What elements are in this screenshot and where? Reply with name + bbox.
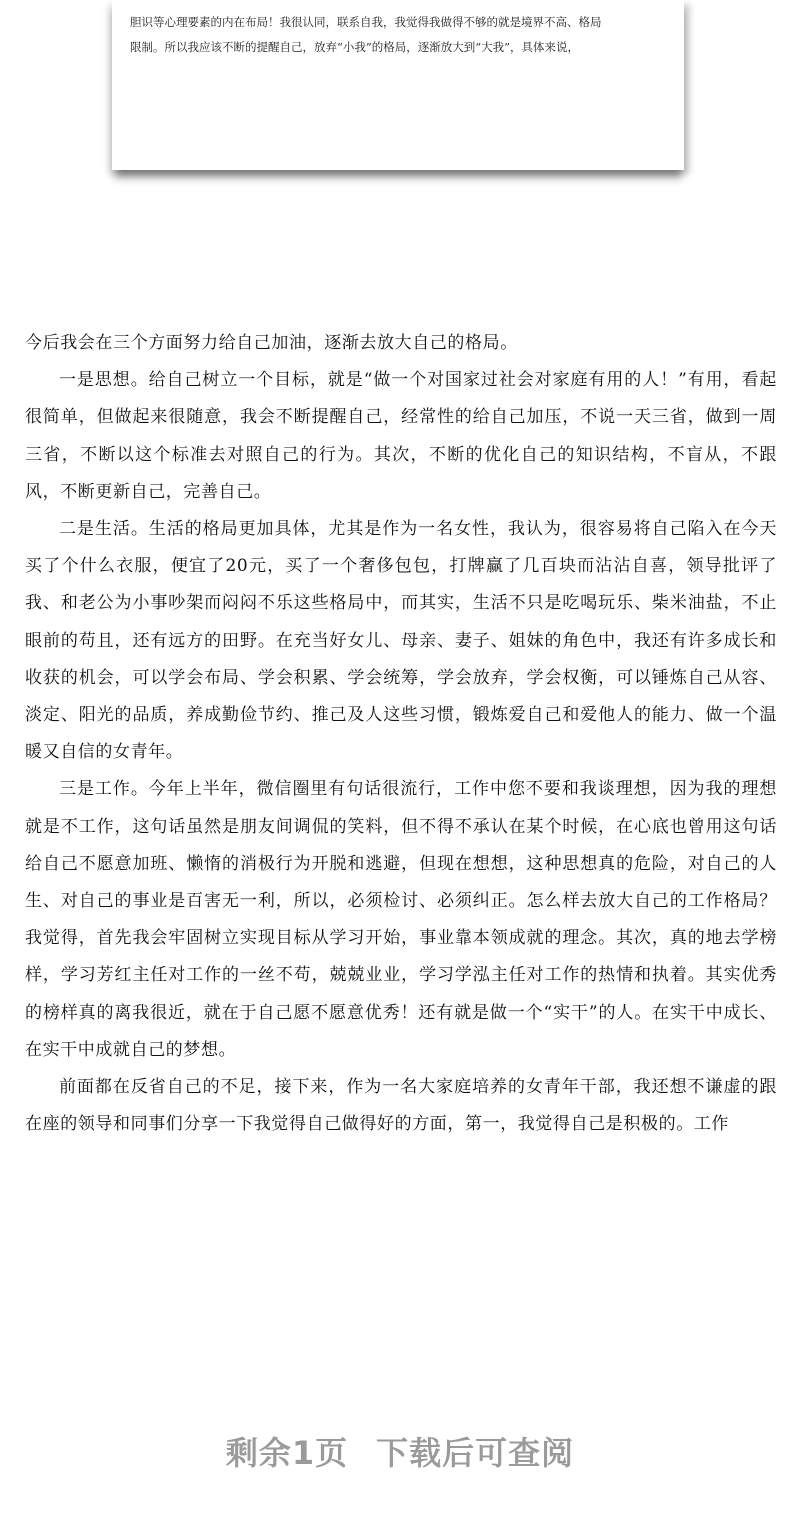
paragraph-work: 三是工作。今年上半年，微信圈里有句话很流行，工作中您不要和我谈理想，因为我的理想就是不工作，这句话虽然是朋友间调侃的笑料，但不得不承认在某个时候，在心底也曾用这句话给自己不愿意加班、懒惰的消极行为开脱和逃避，但现在想想，这种思想真的危险，对自己的人生、对自己的事业是百害无一利，所以，必须检讨、必须纠正。怎么样去放大自己的工作格局？我觉得，首先我会牢固树立实现目标从学习开始，事业靠本领成就的理念。其次，真的地去学榜样，学习芳红主任对工作的一丝不苟，兢兢业业，学习学泓主任对工作的热情和执着。其实优秀的榜样真的离我很近，就在于自己愿不愿意优秀！还有就是做一个“实干”的人。在实干中成长、在实干中成就自己的梦想。 <box>25 779 777 1060</box>
preview-text <box>130 10 670 60</box>
paragraph-strengths: 前面都在反省自己的不足，接下来，作为一名大家庭培养的女青年干部，我还想不谦虚的跟在座的领导和同事们分享一下我觉得自己做得好的方面，第一，我觉得自己是积极的。工作 <box>25 1077 777 1135</box>
paragraph-intro: 今后我会在三个方面努力给自己加油，逐渐去放大自己的格局。 <box>25 333 518 353</box>
download-to-view-label: 下载后可查阅 <box>376 1434 575 1472</box>
download-prompt[interactable] <box>0 1428 800 1474</box>
preview-line: 胆识等心理要素的内在布局！我很认同，联系自我，我觉得我做得不够的就是境界不高、格局 <box>130 15 602 29</box>
previous-page-preview <box>112 0 684 170</box>
remaining-pages-label: 剩余1页 <box>225 1434 349 1472</box>
paragraph-thought: 一是思想。给自己树立一个目标，就是“做一个对国家过社会对家庭有用的人！”有用，看起很简单，但做起来很随意，我会不断提醒自己，经常性的给自己加压，不说一天三省，做到一周三省，不断以这个标准去对照自己的行为。其次，不断的优化自己的知识结构，不盲从，不跟风，不断更新自己，完善自己。 <box>25 370 777 502</box>
document-body <box>25 325 777 1143</box>
paragraph-life: 二是生活。生活的格局更加具体，尤其是作为一名女性，我认为，很容易将自己陷入在今天买了个什么衣服，便宜了20元，买了一个奢侈包包，打牌赢了几百块而沾沾自喜，领导批评了我、和老公为小事吵架而闷闷不乐这些格局中，而其实，生活不只是吃喝玩乐、柴米油盐，不止眼前的苟且，还有远方的田野。在充当好女儿、母亲、妻子、姐妹的角色中，我还有许多成长和收获的机会，可以学会布局、学会积累、学会统筹，学会放弃，学会权衡，可以锤炼自己从容、淡定、阳光的品质，养成勤俭节约、推己及人这些习惯，锻炼爱自己和爱他人的能力、做一个温暖又自信的女青年。 <box>25 519 777 763</box>
preview-line: 限制。所以我应该不断的提醒自己，放弃“小我”的格局，逐渐放大到“大我”，具体来说， <box>130 40 580 54</box>
